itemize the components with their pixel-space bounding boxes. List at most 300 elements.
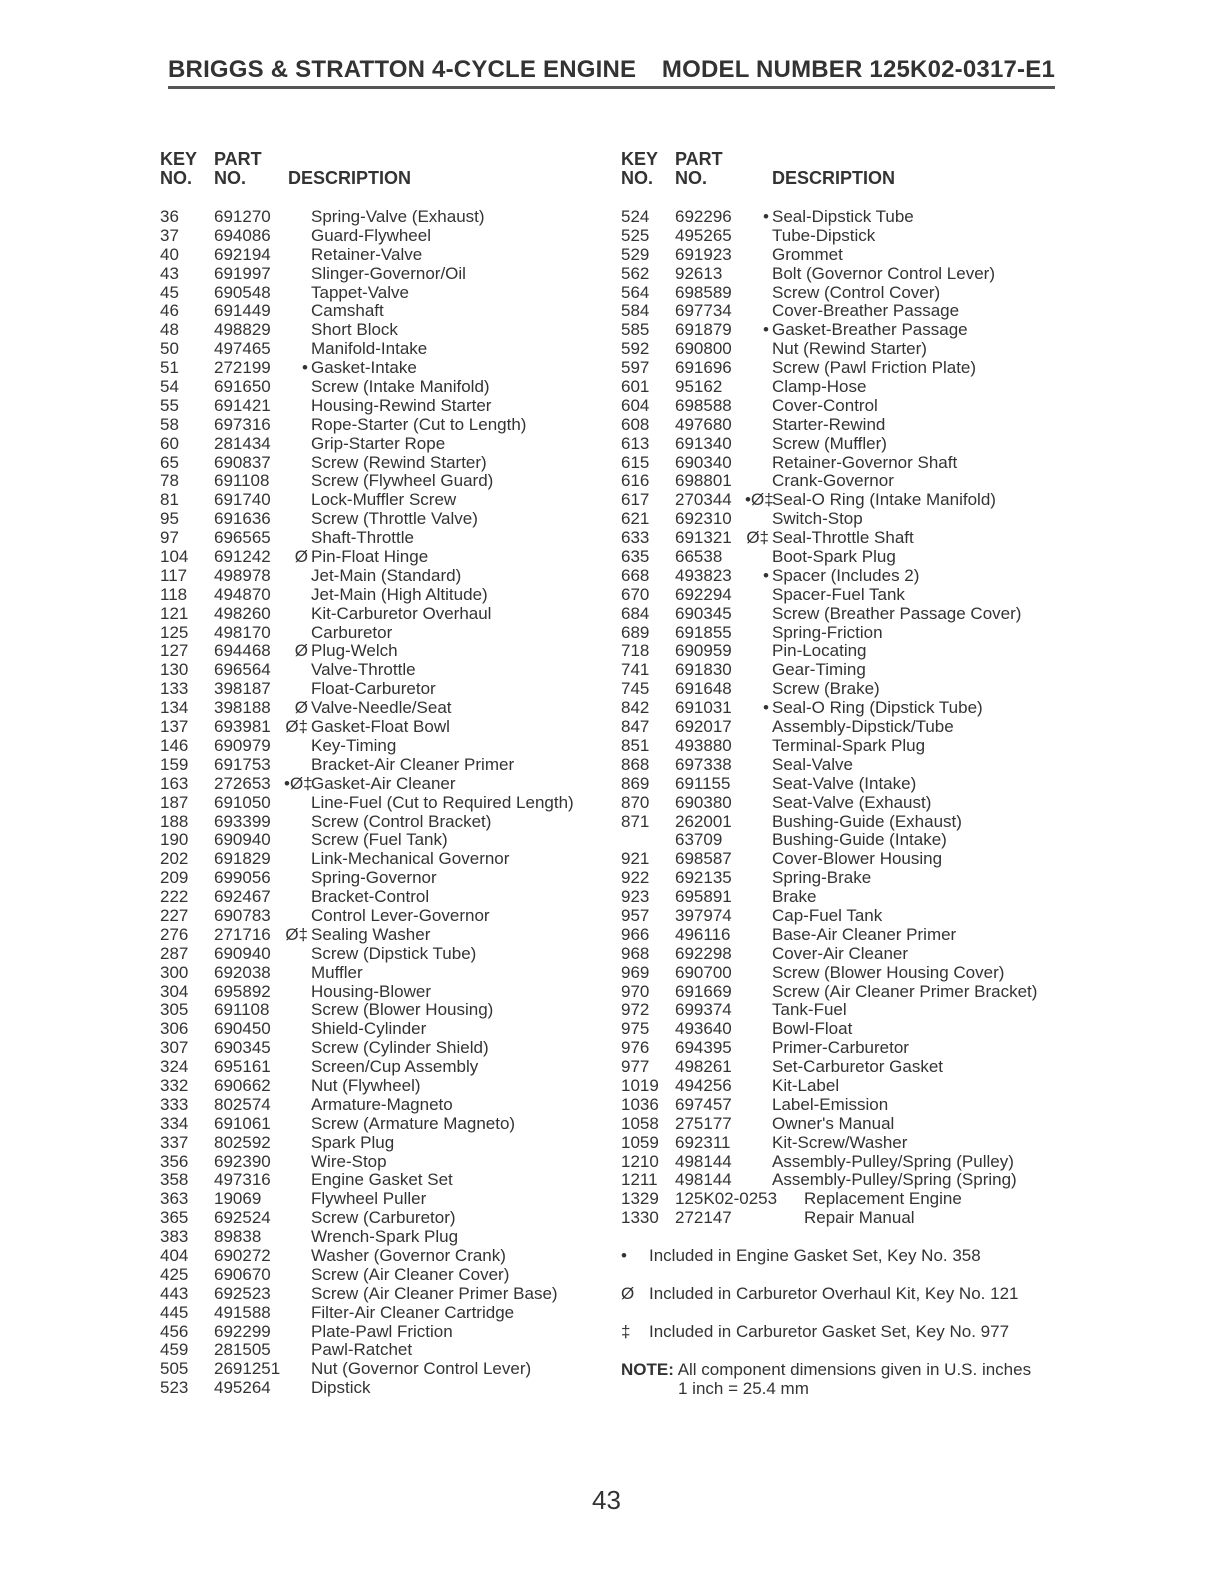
part-description: Washer (Governor Crank) [311, 1245, 506, 1265]
part-description: Wire-Stop [311, 1151, 387, 1171]
part-description: Crank-Governor [772, 471, 894, 491]
key-number: 50 [160, 339, 179, 359]
part-number: 690800 [675, 339, 732, 359]
key-number: 633 [621, 528, 650, 548]
key-number: 870 [621, 792, 650, 812]
part-number: 695161 [214, 1057, 271, 1077]
part-number: 271716 [214, 924, 271, 944]
part-row [621, 454, 1071, 473]
part-number: 498144 [675, 1170, 732, 1190]
key-number: 966 [621, 924, 650, 944]
part-description: Pin-Float Hinge [311, 547, 429, 567]
part-number: 497680 [675, 414, 732, 434]
part-description: Cover-Breather Passage [772, 301, 960, 321]
part-number: 802592 [214, 1132, 271, 1152]
description-header: DESCRIPTION [772, 168, 896, 188]
key-number: 689 [621, 622, 650, 642]
part-description: Short Block [311, 320, 398, 340]
part-row [621, 227, 1071, 246]
part-number: 690450 [214, 1019, 271, 1039]
key-number: 922 [621, 868, 650, 888]
part-description: Screw (Flywheel Guard) [311, 471, 494, 491]
part-row [621, 246, 1071, 265]
part-number: 497316 [214, 1170, 271, 1190]
part-row [160, 510, 610, 529]
part-description: Seal-O Ring (Intake Manifold) [772, 490, 996, 510]
key-number: 40 [160, 244, 179, 264]
part-number: 699374 [675, 1000, 732, 1020]
key-number: 227 [160, 905, 189, 925]
part-number: 692038 [214, 962, 271, 982]
part-number: 698587 [675, 849, 732, 869]
part-number: 698801 [675, 471, 732, 491]
part-row [160, 1001, 610, 1020]
part-number: 690783 [214, 905, 271, 925]
key-number: 523 [160, 1378, 189, 1398]
inclusion-symbol: Ø [294, 641, 308, 661]
key-number: 133 [160, 679, 189, 699]
part-description: Plug-Welch [311, 641, 398, 661]
part-description: Screw (Cylinder Shield) [311, 1038, 489, 1058]
column-header [621, 150, 1071, 208]
part-description: Retainer-Governor Shaft [772, 452, 958, 472]
part-description: Housing-Blower [311, 981, 431, 1001]
part-description: Spark Plug [311, 1132, 395, 1152]
part-description: Seal-O Ring (Dipstick Tube) [772, 698, 983, 718]
key-number: 1019 [621, 1075, 659, 1095]
part-description: Spacer-Fuel Tank [772, 584, 905, 604]
circle-slash-symbol: Ø [621, 1284, 635, 1304]
part-number: 690345 [214, 1038, 271, 1058]
part-row [621, 1096, 1071, 1115]
part-description: Screw (Air Cleaner Cover) [311, 1264, 510, 1284]
key-number: 187 [160, 792, 189, 812]
part-description: Valve-Throttle [311, 660, 416, 680]
part-row [621, 548, 1071, 567]
part-description: Camshaft [311, 301, 384, 321]
part-description: Seal-Throttle Shaft [772, 528, 914, 548]
part-description: Screw (Fuel Tank) [311, 830, 448, 850]
inclusion-symbol: • [302, 358, 308, 378]
part-description: Control Lever-Governor [311, 905, 490, 925]
part-row [160, 813, 610, 832]
part-row [160, 1379, 610, 1398]
part-description: Shaft-Throttle [311, 528, 414, 548]
key-number: 46 [160, 301, 179, 321]
part-description: Grommet [772, 244, 843, 264]
part-number: 692194 [214, 244, 271, 264]
part-row [621, 567, 1071, 586]
part-description: Tube-Dipstick [772, 225, 876, 245]
part-row [160, 1153, 610, 1172]
part-description: Jet-Main (High Altitude) [311, 584, 488, 604]
key-number: 383 [160, 1227, 189, 1247]
part-description: Clamp-Hose [772, 377, 867, 397]
part-description: Spacer (Includes 2) [772, 565, 920, 585]
page-header [168, 50, 1055, 89]
key-number: 684 [621, 603, 650, 623]
part-description: Tank-Fuel [772, 1000, 847, 1020]
key-number: 45 [160, 282, 179, 302]
part-number: 690837 [214, 452, 271, 472]
key-number: 851 [621, 735, 650, 755]
part-number: 498144 [675, 1151, 732, 1171]
part-row [160, 472, 610, 491]
part-row [160, 302, 610, 321]
part-description: Pin-Locating [772, 641, 867, 661]
key-number: 615 [621, 452, 650, 472]
key-number: 635 [621, 547, 650, 567]
key-number: 337 [160, 1132, 189, 1152]
part-row [621, 699, 1071, 718]
part-description: Muffler [311, 962, 363, 982]
key-number: 1210 [621, 1151, 659, 1171]
key-header: KEY NO. [621, 149, 659, 188]
key-number: 745 [621, 679, 650, 699]
part-description: Replacement Engine [804, 1189, 962, 1209]
part-row [160, 699, 610, 718]
part-row [160, 831, 610, 850]
part-row [160, 737, 610, 756]
part-number: 397974 [675, 905, 732, 925]
double-dagger-symbol: ‡ [621, 1322, 631, 1342]
part-number: 692467 [214, 887, 271, 907]
key-number: 159 [160, 754, 189, 774]
key-number: 365 [160, 1208, 189, 1228]
part-number: 694468 [214, 641, 271, 661]
part-row [160, 227, 610, 246]
part-row [621, 491, 1071, 510]
part-row [621, 472, 1071, 491]
part-row [160, 1266, 610, 1285]
key-number: 970 [621, 981, 650, 1001]
part-number: 691648 [675, 679, 732, 699]
part-row [160, 718, 610, 737]
part-number: 493823 [675, 565, 732, 585]
part-row [621, 775, 1071, 794]
key-number: 456 [160, 1321, 189, 1341]
key-number: 597 [621, 358, 650, 378]
part-row [621, 756, 1071, 775]
key-number: 333 [160, 1094, 189, 1114]
part-row [160, 1096, 610, 1115]
part-number: 498170 [214, 622, 271, 642]
part-row [621, 1115, 1071, 1134]
part-number: 690340 [675, 452, 732, 472]
part-number: 272653 [214, 773, 271, 793]
key-number: 304 [160, 981, 189, 1001]
key-number: 564 [621, 282, 650, 302]
key-number: 1330 [621, 1208, 659, 1228]
key-number: 104 [160, 547, 189, 567]
part-description: Nut (Governor Control Lever) [311, 1359, 532, 1379]
part-number: 2691251 [214, 1359, 281, 1379]
part-number: 95162 [675, 377, 723, 397]
part-number: 691855 [675, 622, 732, 642]
part-number: 690940 [214, 830, 271, 850]
part-description: Lock-Muffler Screw [311, 490, 457, 510]
key-number: 48 [160, 320, 179, 340]
part-number: 695892 [214, 981, 271, 1001]
part-number: 696565 [214, 528, 271, 548]
key-number: 670 [621, 584, 650, 604]
part-number: 691340 [675, 433, 732, 453]
inclusion-symbol: Ø‡ [746, 528, 769, 548]
part-number: 691740 [214, 490, 271, 510]
key-number: 334 [160, 1113, 189, 1133]
parts-column-left [160, 150, 610, 1398]
part-description: Bracket-Air Cleaner Primer [311, 754, 515, 774]
part-description: Screw (Throttle Valve) [311, 509, 478, 529]
part-number: 692299 [214, 1321, 271, 1341]
part-description: Gasket-Air Cleaner [311, 773, 456, 793]
part-description: Switch-Stop [772, 509, 863, 529]
inclusion-symbol: • [763, 698, 769, 718]
part-description: Dipstick [311, 1378, 371, 1398]
part-number: 398188 [214, 698, 271, 718]
key-number: 741 [621, 660, 650, 680]
part-number: 498260 [214, 603, 271, 623]
key-number: 97 [160, 528, 179, 548]
key-number: 58 [160, 414, 179, 434]
part-number: 275177 [675, 1113, 732, 1133]
part-number: 691449 [214, 301, 271, 321]
key-number: 969 [621, 962, 650, 982]
key-number: 55 [160, 395, 179, 415]
key-number: 972 [621, 1000, 650, 1020]
part-row [160, 775, 610, 794]
part-description: Assembly-Pulley/Spring (Pulley) [772, 1151, 1014, 1171]
key-number: 324 [160, 1057, 189, 1077]
part-number: 498978 [214, 565, 271, 585]
part-description: Screw (Control Bracket) [311, 811, 492, 831]
part-number: 691669 [675, 981, 732, 1001]
part-row [621, 813, 1071, 832]
key-number: 842 [621, 698, 650, 718]
part-number: 691636 [214, 509, 271, 529]
part-description: Sealing Washer [311, 924, 431, 944]
part-description: Seat-Valve (Exhaust) [772, 792, 932, 812]
part-description: Assembly-Pulley/Spring (Spring) [772, 1170, 1017, 1190]
part-description: Primer-Carburetor [772, 1038, 909, 1058]
part-row [621, 378, 1071, 397]
part-number: 692523 [214, 1283, 271, 1303]
part-number: 496116 [675, 924, 731, 944]
part-number: 691830 [675, 660, 732, 680]
bullet-symbol: • [621, 1246, 627, 1266]
part-row [621, 435, 1071, 454]
key-number: 923 [621, 887, 650, 907]
part-row [160, 1323, 610, 1342]
key-number: 356 [160, 1151, 189, 1171]
part-description: Float-Carburetor [311, 679, 436, 699]
part-description: Nut (Flywheel) [311, 1075, 421, 1095]
part-description: Label-Emission [772, 1094, 889, 1114]
part-number: 498829 [214, 320, 271, 340]
part-number: 281505 [214, 1340, 271, 1360]
model-number: MODEL NUMBER 125K02-0317-E1 [661, 56, 1055, 83]
part-number: 270344 [675, 490, 732, 510]
part-description: Screw (Pawl Friction Plate) [772, 358, 977, 378]
part-description: Key-Timing [311, 735, 397, 755]
part-description: Housing-Rewind Starter [311, 395, 492, 415]
part-number: 272147 [675, 1208, 732, 1228]
part-description: Line-Fuel (Cut to Required Length) [311, 792, 574, 812]
part-number: 694086 [214, 225, 271, 245]
parts-list-right [621, 208, 1071, 1228]
part-description: Spring-Friction [772, 622, 883, 642]
inclusion-symbol: Ø [294, 547, 308, 567]
part-number: 698588 [675, 395, 732, 415]
part-description: Valve-Needle/Seat [311, 698, 452, 718]
part-number: 692017 [675, 717, 732, 737]
part-number: 692390 [214, 1151, 271, 1171]
parts-column-right [621, 150, 1071, 1398]
key-number: 977 [621, 1057, 650, 1077]
key-number: 1058 [621, 1113, 659, 1133]
part-number: 692298 [675, 943, 732, 963]
part-description: Grip-Starter Rope [311, 433, 446, 453]
part-row [160, 983, 610, 1002]
key-number: 1059 [621, 1132, 659, 1152]
part-description: Screw (Carburetor) [311, 1208, 456, 1228]
part-number: 398187 [214, 679, 271, 699]
part-row [160, 246, 610, 265]
part-description: Screw (Rewind Starter) [311, 452, 487, 472]
key-number: 601 [621, 377, 650, 397]
key-number: 585 [621, 320, 650, 340]
part-number: 696564 [214, 660, 271, 680]
inclusion-symbol: Ø‡ [285, 717, 308, 737]
part-number: 495264 [214, 1378, 271, 1398]
key-number: 163 [160, 773, 189, 793]
part-number: 691155 [675, 773, 731, 793]
part-description: Screw (Muffler) [772, 433, 887, 453]
part-description: Screw (Breather Passage Cover) [772, 603, 1022, 623]
inclusion-symbol: • [763, 565, 769, 585]
part-description: Set-Carburetor Gasket [772, 1057, 944, 1077]
part-number: 690670 [214, 1264, 271, 1284]
key-number: 60 [160, 433, 179, 453]
part-row [160, 1228, 610, 1247]
key-number: 43 [160, 263, 179, 283]
part-description: Seat-Valve (Intake) [772, 773, 917, 793]
part-row [621, 340, 1071, 359]
part-description: Screen/Cup Assembly [311, 1057, 479, 1077]
part-description: Gasket-Breather Passage [772, 320, 968, 340]
part-row [621, 945, 1071, 964]
key-number: 445 [160, 1302, 189, 1322]
part-number: 691879 [675, 320, 732, 340]
part-number: 698589 [675, 282, 732, 302]
part-description: Carburetor [311, 622, 393, 642]
page-number: 43 [592, 1485, 621, 1515]
part-row [160, 926, 610, 945]
part-row [621, 208, 1071, 227]
part-description: Assembly-Dipstick/Tube [772, 717, 954, 737]
part-row [160, 1115, 610, 1134]
note-carb-gasket-set [621, 1322, 1071, 1360]
part-number: 690979 [214, 735, 271, 755]
key-number: 613 [621, 433, 650, 453]
note-text: Included in Engine Gasket Set, Key No. 358 [649, 1246, 981, 1266]
part-description: Gasket-Intake [311, 358, 417, 378]
part-description: Bracket-Control [311, 887, 430, 907]
key-number: 524 [621, 207, 650, 226]
part-row [160, 624, 610, 643]
part-number: 691108 [214, 1000, 270, 1020]
part-description: Brake [772, 887, 817, 907]
part-number: 19069 [214, 1189, 262, 1209]
key-number: 584 [621, 301, 650, 321]
part-row [160, 1304, 610, 1323]
part-number: 495265 [675, 225, 732, 245]
key-number: 202 [160, 849, 189, 869]
key-number: 188 [160, 811, 189, 831]
part-number: 692294 [675, 584, 732, 604]
part-number: 691321 [675, 528, 732, 548]
part-description: Spring-Valve (Exhaust) [311, 207, 485, 226]
part-row [621, 1001, 1071, 1020]
part-row [160, 321, 610, 340]
part-description: Seal-Valve [772, 754, 853, 774]
key-number: 222 [160, 887, 189, 907]
part-description: Bowl-Float [772, 1019, 853, 1039]
description-header: DESCRIPTION [288, 168, 412, 188]
inclusion-symbol: • [763, 320, 769, 340]
part-number: 497465 [214, 339, 271, 359]
part-number: 690272 [214, 1245, 271, 1265]
part-number: 697734 [675, 301, 732, 321]
key-number: 529 [621, 244, 650, 264]
part-description: Cap-Fuel Tank [772, 905, 883, 925]
part-row [621, 1209, 1071, 1228]
part-row [160, 1020, 610, 1039]
part-row [621, 605, 1071, 624]
part-row [621, 642, 1071, 661]
inclusion-symbol: • [763, 207, 769, 226]
part-description: Bolt (Governor Control Lever) [772, 263, 995, 283]
part-description: Link-Mechanical Governor [311, 849, 510, 869]
key-number: 332 [160, 1075, 189, 1095]
part-number: 694395 [675, 1038, 732, 1058]
key-number: 957 [621, 905, 650, 925]
part-number: 66538 [675, 547, 723, 567]
key-number: 137 [160, 717, 189, 737]
part-row [621, 831, 1071, 850]
part-description: Kit-Carburetor Overhaul [311, 603, 492, 623]
part-row [160, 1039, 610, 1058]
key-number: 117 [160, 565, 188, 585]
part-description: Guard-Flywheel [311, 225, 431, 245]
inclusion-symbol: •Ø‡ [284, 773, 313, 793]
inclusion-symbol: •Ø‡ [745, 490, 774, 510]
part-row [621, 359, 1071, 378]
part-description: Gear-Timing [772, 660, 866, 680]
part-row [621, 302, 1071, 321]
part-row [621, 529, 1071, 548]
part-number: 697316 [214, 414, 271, 434]
part-number: 691753 [214, 754, 271, 774]
part-description: Spring-Brake [772, 868, 872, 888]
part-number: 690662 [214, 1075, 271, 1095]
key-number: 562 [621, 263, 650, 283]
part-number: 691242 [214, 547, 271, 567]
part-description: Screw (Air Cleaner Primer Base) [311, 1283, 558, 1303]
key-number: 305 [160, 1000, 189, 1020]
key-number: 134 [160, 698, 189, 718]
key-number: 617 [621, 490, 650, 510]
